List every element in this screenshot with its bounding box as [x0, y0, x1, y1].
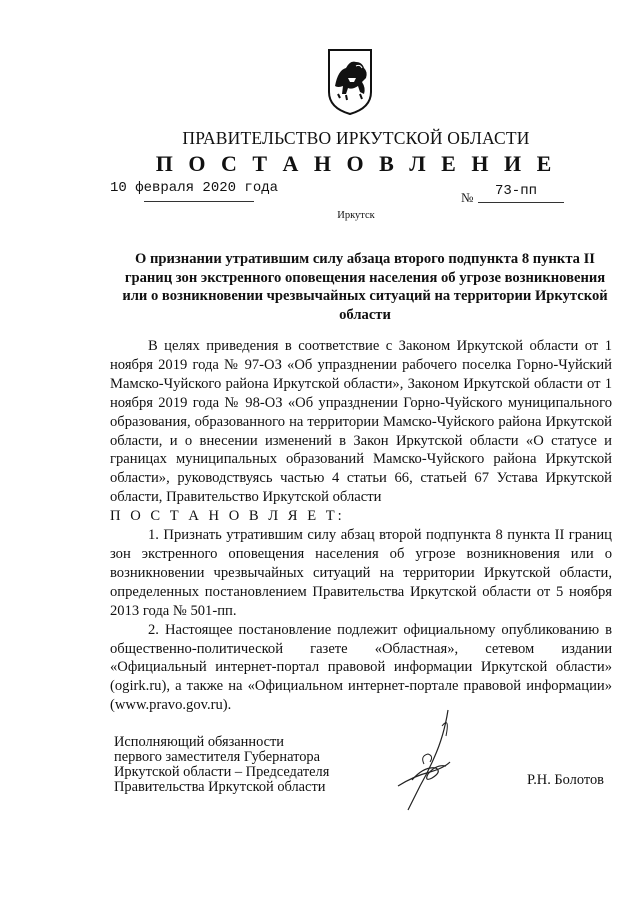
government-title: ПРАВИТЕЛЬСТВО ИРКУТСКОЙ ОБЛАСТИ [182, 128, 530, 148]
preamble-paragraph: В целях приведения в соответствие с Законом Иркутской области от 1 ноября 2019 года № 97-ОЗ «Об упразднении рабочего поселка Горно-Чуйский Мамско-Чуйского района Иркутской области», Законом Иркутской области от 1 ноября 2019 года № 98-ОЗ «Об упразднении Горно-Чуйского муниципального образования, образованного на территории Мамско-Чуйского района Иркутской области, и о внесении изменений в Закон Иркутской области «О статусе и границах муниципальных образований Мамско-Чуйского района Иркутской области», руководствуясь частью 4 статьи 66, статьей 67 Устава Иркутской области, Правительство Иркутской области [110, 338, 612, 506]
date-underline [144, 201, 254, 202]
city-name: Иркутск [337, 210, 375, 221]
irkutsk-coat-of-arms-icon [326, 48, 374, 116]
document-body [110, 337, 612, 715]
document-subject: О признании утратившим силу абзаца второго подпункта 8 пункта II границ зон экстренного оповещения населения об угрозе возникновения или о возникновении чрезвычайных ситуаций на территории Иркутской области [122, 251, 608, 323]
signatory-line-1: Исполняющий обязанности [114, 734, 285, 750]
document-date: 10 февраля 2020 года [110, 180, 279, 196]
signatory-line-3: Иркутской области – Председателя [114, 764, 330, 780]
number-underline [478, 202, 564, 203]
signatory-line-2: первого заместителя Губернатора [114, 749, 320, 765]
signatory-name: Р.Н. Болотов [527, 772, 604, 788]
item-2-paragraph: 2. Настоящее постановление подлежит официальному опубликованию в общественно-политической газете «Областная», сетевом издании «Официальный интернет-портал правовой информации Иркутской области» (ogirk.ru), а также на «Официальном интернет-портале правовой информации» (www.pravo.gov.ru). [110, 621, 612, 714]
signatory-position [114, 735, 329, 795]
handwritten-signature-icon [384, 706, 494, 816]
number-sign: № [461, 190, 474, 205]
document-number: 73-пп [495, 183, 538, 199]
document-type-heading: П О С Т А Н О В Л Е Н И Е [155, 151, 557, 176]
signatory-line-4: Правительства Иркутской области [114, 779, 326, 795]
decree-word: П О С Т А Н О В Л Я Е Т: [110, 508, 345, 525]
item-1-paragraph: 1. Признать утратившим силу абзац второй подпункта 8 пункта II границ зон экстренного оповещения населения об угрозе возникновения или о возникновении чрезвычайных ситуаций на территории Иркутской области, определенных постановлением Правительства Иркутской области от 5 ноября 2013 года № 501-пп. [110, 527, 612, 619]
